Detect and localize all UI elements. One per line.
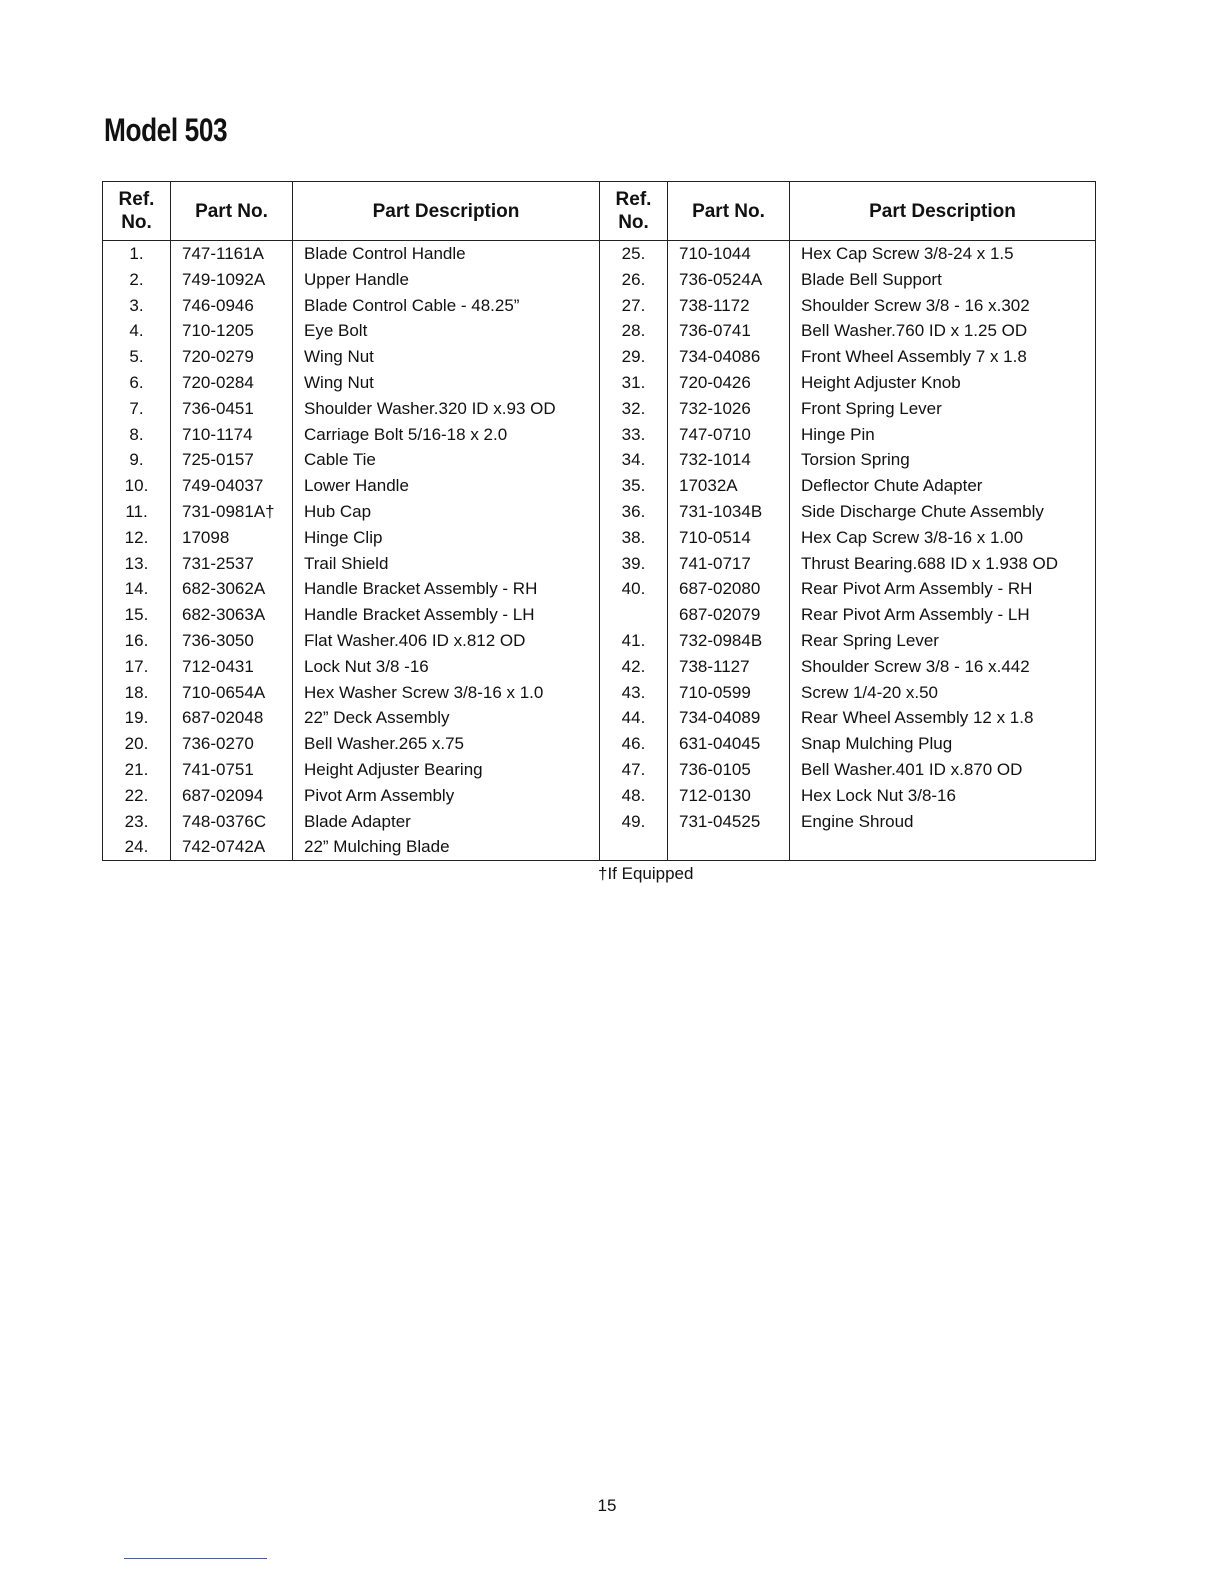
ref-cell: 20. [103, 731, 171, 757]
part-number-cell: 17098 [171, 525, 293, 551]
part-number-cell: 736-0524A [668, 267, 790, 293]
table-row [103, 473, 1096, 499]
part-description-cell: Eye Bolt [293, 318, 600, 344]
page-number: 15 [597, 1496, 617, 1515]
part-number-cell: 749-04037 [171, 473, 293, 499]
ref-cell: 5. [103, 344, 171, 370]
part-description-cell: Screw 1/4-20 x.50 [790, 680, 1096, 706]
part-number-cell: 710-1174 [171, 422, 293, 448]
part-number-cell: 734-04089 [668, 705, 790, 731]
part-number-cell: 712-0130 [668, 783, 790, 809]
ref-cell: 2. [103, 267, 171, 293]
part-number-cell: 732-1026 [668, 396, 790, 422]
ref-cell: 29. [600, 344, 668, 370]
part-description-cell: Bell Washer.760 ID x 1.25 OD [790, 318, 1096, 344]
part-number-cell: 738-1172 [668, 293, 790, 319]
ref-cell: 40. [600, 576, 668, 602]
part-number-cell: 741-0717 [668, 551, 790, 577]
bottom-divider [124, 1558, 267, 1559]
table-header-row [103, 182, 1096, 241]
table-row [103, 834, 1096, 860]
table-row [103, 396, 1096, 422]
ref-cell: 28. [600, 318, 668, 344]
header-ref-no: Ref. No. [103, 182, 171, 241]
part-description-cell: Blade Control Cable - 48.25” [293, 293, 600, 319]
part-number-cell [668, 834, 790, 860]
part-description-cell: Shoulder Screw 3/8 - 16 x.302 [790, 293, 1096, 319]
header-part-no: Part No. [171, 182, 293, 241]
part-number-cell: 682-3062A [171, 576, 293, 602]
part-description-cell: Blade Control Handle [293, 241, 600, 267]
part-description-cell: Bell Washer.401 ID x.870 OD [790, 757, 1096, 783]
table-row [103, 628, 1096, 654]
part-number-cell: 748-0376C [171, 809, 293, 835]
table-row [103, 447, 1096, 473]
part-number-cell: 682-3063A [171, 602, 293, 628]
part-number-cell: 734-04086 [668, 344, 790, 370]
part-number-cell: 736-0270 [171, 731, 293, 757]
ref-cell: 43. [600, 680, 668, 706]
part-number-cell: 17032A [668, 473, 790, 499]
part-description-cell: Lock Nut 3/8 -16 [293, 654, 600, 680]
footnote: †If Equipped [598, 864, 694, 883]
table-row [103, 654, 1096, 680]
ref-cell: 9. [103, 447, 171, 473]
part-number-cell: 747-0710 [668, 422, 790, 448]
part-description-cell: Wing Nut [293, 344, 600, 370]
part-number-cell: 732-1014 [668, 447, 790, 473]
ref-cell: 31. [600, 370, 668, 396]
table-row [103, 525, 1096, 551]
ref-cell: 48. [600, 783, 668, 809]
part-number-cell: 731-2537 [171, 551, 293, 577]
part-number-cell: 720-0279 [171, 344, 293, 370]
part-description-cell: Cable Tie [293, 447, 600, 473]
ref-cell: 14. [103, 576, 171, 602]
part-description-cell: Rear Spring Lever [790, 628, 1096, 654]
ref-cell: 34. [600, 447, 668, 473]
table-row [103, 267, 1096, 293]
part-description-cell: Handle Bracket Assembly - RH [293, 576, 600, 602]
part-number-cell: 731-1034B [668, 499, 790, 525]
table-row [103, 731, 1096, 757]
ref-cell: 19. [103, 705, 171, 731]
ref-cell: 24. [103, 834, 171, 860]
part-number-cell: 749-1092A [171, 267, 293, 293]
part-number-cell: 720-0426 [668, 370, 790, 396]
table-row [103, 293, 1096, 319]
ref-cell: 38. [600, 525, 668, 551]
part-description-cell: Shoulder Washer.320 ID x.93 OD [293, 396, 600, 422]
ref-cell: 16. [103, 628, 171, 654]
part-description-cell: Blade Bell Support [790, 267, 1096, 293]
part-number-cell: 731-04525 [668, 809, 790, 835]
part-number-cell: 710-1205 [171, 318, 293, 344]
part-description-cell: Flat Washer.406 ID x.812 OD [293, 628, 600, 654]
part-number-cell: 736-0105 [668, 757, 790, 783]
part-number-cell: 742-0742A [171, 834, 293, 860]
part-number-cell: 710-0654A [171, 680, 293, 706]
part-description-cell: Torsion Spring [790, 447, 1096, 473]
ref-cell: 26. [600, 267, 668, 293]
part-description-cell: Hex Lock Nut 3/8-16 [790, 783, 1096, 809]
ref-cell: 23. [103, 809, 171, 835]
ref-cell: 44. [600, 705, 668, 731]
parts-table-body [103, 241, 1096, 861]
part-number-cell: 720-0284 [171, 370, 293, 396]
ref-cell: 33. [600, 422, 668, 448]
header-part-description: Part Description [790, 182, 1096, 241]
table-row [103, 344, 1096, 370]
ref-cell: 10. [103, 473, 171, 499]
ref-cell: 13. [103, 551, 171, 577]
ref-cell: 22. [103, 783, 171, 809]
part-number-cell: 725-0157 [171, 447, 293, 473]
part-number-cell: 732-0984B [668, 628, 790, 654]
part-description-cell: Height Adjuster Knob [790, 370, 1096, 396]
part-number-cell: 710-0514 [668, 525, 790, 551]
part-description-cell: Rear Wheel Assembly 12 x 1.8 [790, 705, 1096, 731]
part-number-cell: 736-0451 [171, 396, 293, 422]
header-part-description: Part Description [293, 182, 600, 241]
ref-cell: 21. [103, 757, 171, 783]
part-number-cell: 741-0751 [171, 757, 293, 783]
ref-cell: 11. [103, 499, 171, 525]
ref-cell: 39. [600, 551, 668, 577]
ref-cell: 41. [600, 628, 668, 654]
table-row [103, 783, 1096, 809]
part-description-cell: Deflector Chute Adapter [790, 473, 1096, 499]
part-description-cell [790, 834, 1096, 860]
part-description-cell: Trail Shield [293, 551, 600, 577]
ref-cell: 8. [103, 422, 171, 448]
part-description-cell: Wing Nut [293, 370, 600, 396]
ref-cell: 1. [103, 241, 171, 267]
part-description-cell: Engine Shroud [790, 809, 1096, 835]
part-description-cell: Hub Cap [293, 499, 600, 525]
part-number-cell: 738-1127 [668, 654, 790, 680]
part-description-cell: Hinge Clip [293, 525, 600, 551]
ref-cell: 7. [103, 396, 171, 422]
ref-cell: 36. [600, 499, 668, 525]
part-number-cell: 746-0946 [171, 293, 293, 319]
part-number-cell: 687-02048 [171, 705, 293, 731]
part-number-cell: 712-0431 [171, 654, 293, 680]
part-description-cell: Hex Washer Screw 3/8-16 x 1.0 [293, 680, 600, 706]
part-description-cell: Carriage Bolt 5/16-18 x 2.0 [293, 422, 600, 448]
part-description-cell: Shoulder Screw 3/8 - 16 x.442 [790, 654, 1096, 680]
header-ref-no: Ref. No. [600, 182, 668, 241]
parts-table [102, 181, 1096, 861]
part-description-cell: Hinge Pin [790, 422, 1096, 448]
ref-cell: 32. [600, 396, 668, 422]
part-number-cell: 736-3050 [171, 628, 293, 654]
ref-cell: 47. [600, 757, 668, 783]
table-row [103, 422, 1096, 448]
part-number-cell: 710-1044 [668, 241, 790, 267]
part-description-cell: Bell Washer.265 x.75 [293, 731, 600, 757]
part-description-cell: Thrust Bearing.688 ID x 1.938 OD [790, 551, 1096, 577]
ref-cell: 6. [103, 370, 171, 396]
header-part-no: Part No. [668, 182, 790, 241]
part-number-cell: 687-02079 [668, 602, 790, 628]
part-description-cell: Height Adjuster Bearing [293, 757, 600, 783]
part-number-cell: 710-0599 [668, 680, 790, 706]
part-number-cell: 687-02080 [668, 576, 790, 602]
part-description-cell: Hex Cap Screw 3/8-16 x 1.00 [790, 525, 1096, 551]
part-description-cell: 22” Deck Assembly [293, 705, 600, 731]
table-row [103, 551, 1096, 577]
part-description-cell: Front Spring Lever [790, 396, 1096, 422]
table-row [103, 680, 1096, 706]
part-number-cell: 736-0741 [668, 318, 790, 344]
part-description-cell: Snap Mulching Plug [790, 731, 1096, 757]
ref-cell: 15. [103, 602, 171, 628]
part-description-cell: Handle Bracket Assembly - LH [293, 602, 600, 628]
part-number-cell: 747-1161A [171, 241, 293, 267]
table-row [103, 370, 1096, 396]
table-row [103, 602, 1096, 628]
part-description-cell: Hex Cap Screw 3/8-24 x 1.5 [790, 241, 1096, 267]
part-description-cell: Pivot Arm Assembly [293, 783, 600, 809]
part-description-cell: Side Discharge Chute Assembly [790, 499, 1096, 525]
part-number-cell: 687-02094 [171, 783, 293, 809]
table-row [103, 757, 1096, 783]
table-row [103, 809, 1096, 835]
table-row [103, 499, 1096, 525]
ref-cell: 3. [103, 293, 171, 319]
table-row [103, 241, 1096, 267]
ref-cell: 35. [600, 473, 668, 499]
ref-cell: 25. [600, 241, 668, 267]
ref-cell [600, 834, 668, 860]
ref-cell: 18. [103, 680, 171, 706]
ref-cell: 49. [600, 809, 668, 835]
ref-cell: 42. [600, 654, 668, 680]
part-description-cell: Upper Handle [293, 267, 600, 293]
part-description-cell: Blade Adapter [293, 809, 600, 835]
part-description-cell: Lower Handle [293, 473, 600, 499]
ref-cell: 27. [600, 293, 668, 319]
table-row [103, 318, 1096, 344]
part-description-cell: Rear Pivot Arm Assembly - LH [790, 602, 1096, 628]
part-number-cell: 631-04045 [668, 731, 790, 757]
ref-cell: 12. [103, 525, 171, 551]
part-description-cell: 22” Mulching Blade [293, 834, 600, 860]
table-row [103, 576, 1096, 602]
page-title: Model 503 [104, 112, 228, 148]
ref-cell: 17. [103, 654, 171, 680]
table-row [103, 705, 1096, 731]
ref-cell [600, 602, 668, 628]
part-description-cell: Rear Pivot Arm Assembly - RH [790, 576, 1096, 602]
ref-cell: 4. [103, 318, 171, 344]
ref-cell: 46. [600, 731, 668, 757]
part-number-cell: 731-0981A† [171, 499, 293, 525]
part-description-cell: Front Wheel Assembly 7 x 1.8 [790, 344, 1096, 370]
